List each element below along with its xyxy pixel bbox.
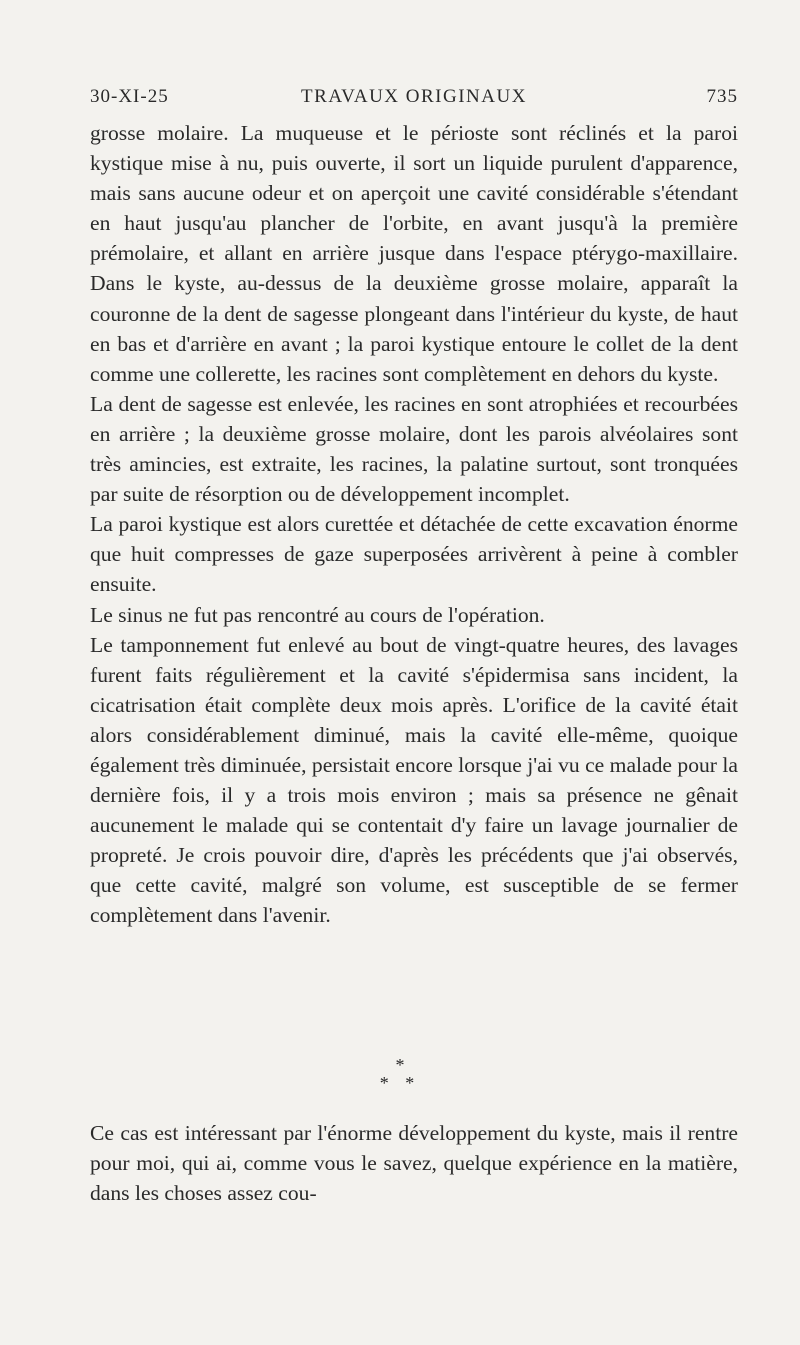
page-number: 735 bbox=[706, 86, 738, 107]
running-header bbox=[90, 86, 738, 120]
paragraph: Ce cas est intéressant par l'énorme développement du kyste, mais il rentre pour moi, qui ai, comme vous le savez, quelque expérience en la matière, dans les choses assez cou- bbox=[90, 1121, 738, 1206]
paragraph: La paroi kystique est alors curettée et détachée de cette excavation énorme que huit compresses de gaze superposées arrivèrent à peine à combler ensuite. bbox=[90, 512, 738, 597]
section-separator bbox=[0, 1056, 800, 1092]
paragraph: La dent de sagesse est enlevée, les racines en sont atrophiées et recourbées en arrière ; la deuxième grosse molaire, dont les parois alvéolaires sont très amincies, est extraite, les racines, la palatine surtout, sont tronquées par suite de résorption ou de développement incomplet. bbox=[90, 391, 738, 507]
asterism-bottom: * * bbox=[379, 1073, 421, 1093]
paragraph: grosse molaire. La muqueuse et le périoste sont réclinés et la paroi kystique mise à nu, puis ouverte, il sort un liquide purulent d'apparence, mais sans aucune odeur et on aperçoit une cavité considérable s'étendant en haut jusqu'au plancher de l'orbite, en avant jusqu'à la première prémolaire, et allant en arrière jusque dans l'espace ptérygo-maxillaire. Dans le kyste, au-dessus de la deuxième grosse molaire, apparaît la couronne de la dent de sagesse plongeant dans l'intérieur du kyste, de haut en bas et d'arrière en avant ; la paroi kystique entoure le collet de la dent comme une collerette, les racines sont complètement en dehors du kyste. bbox=[90, 121, 738, 386]
body-text bbox=[90, 118, 738, 931]
asterism-top: * bbox=[395, 1055, 405, 1075]
header-date: 30-XI-25 bbox=[90, 86, 169, 107]
closing-text bbox=[90, 1118, 738, 1208]
paragraph: Le sinus ne fut pas rencontré au cours de l'opération. bbox=[90, 602, 545, 627]
header-title: TRAVAUX ORIGINAUX bbox=[301, 86, 527, 107]
paragraph: Le tamponnement fut enlevé au bout de vingt-quatre heures, des lavages furent faits régulièrement et la cavité s'épidermisa sans incident, la cicatrisation était complète deux mois après. L'orifice de la cavité était alors considérablement diminué, mais la cavité elle-même, quoique également très diminuée, persistait encore lorsque j'ai vu ce malade pour la dernière fois, il y a trois mois environ ; mais sa présence ne gênait aucunement le malade qui se contentait d'y faire un lavage journalier de propreté. Je crois pouvoir dire, d'après les précédents que j'ai observés, que cette cavité, malgré son volume, est susceptible de se fermer complètement dans l'avenir. bbox=[90, 632, 738, 928]
